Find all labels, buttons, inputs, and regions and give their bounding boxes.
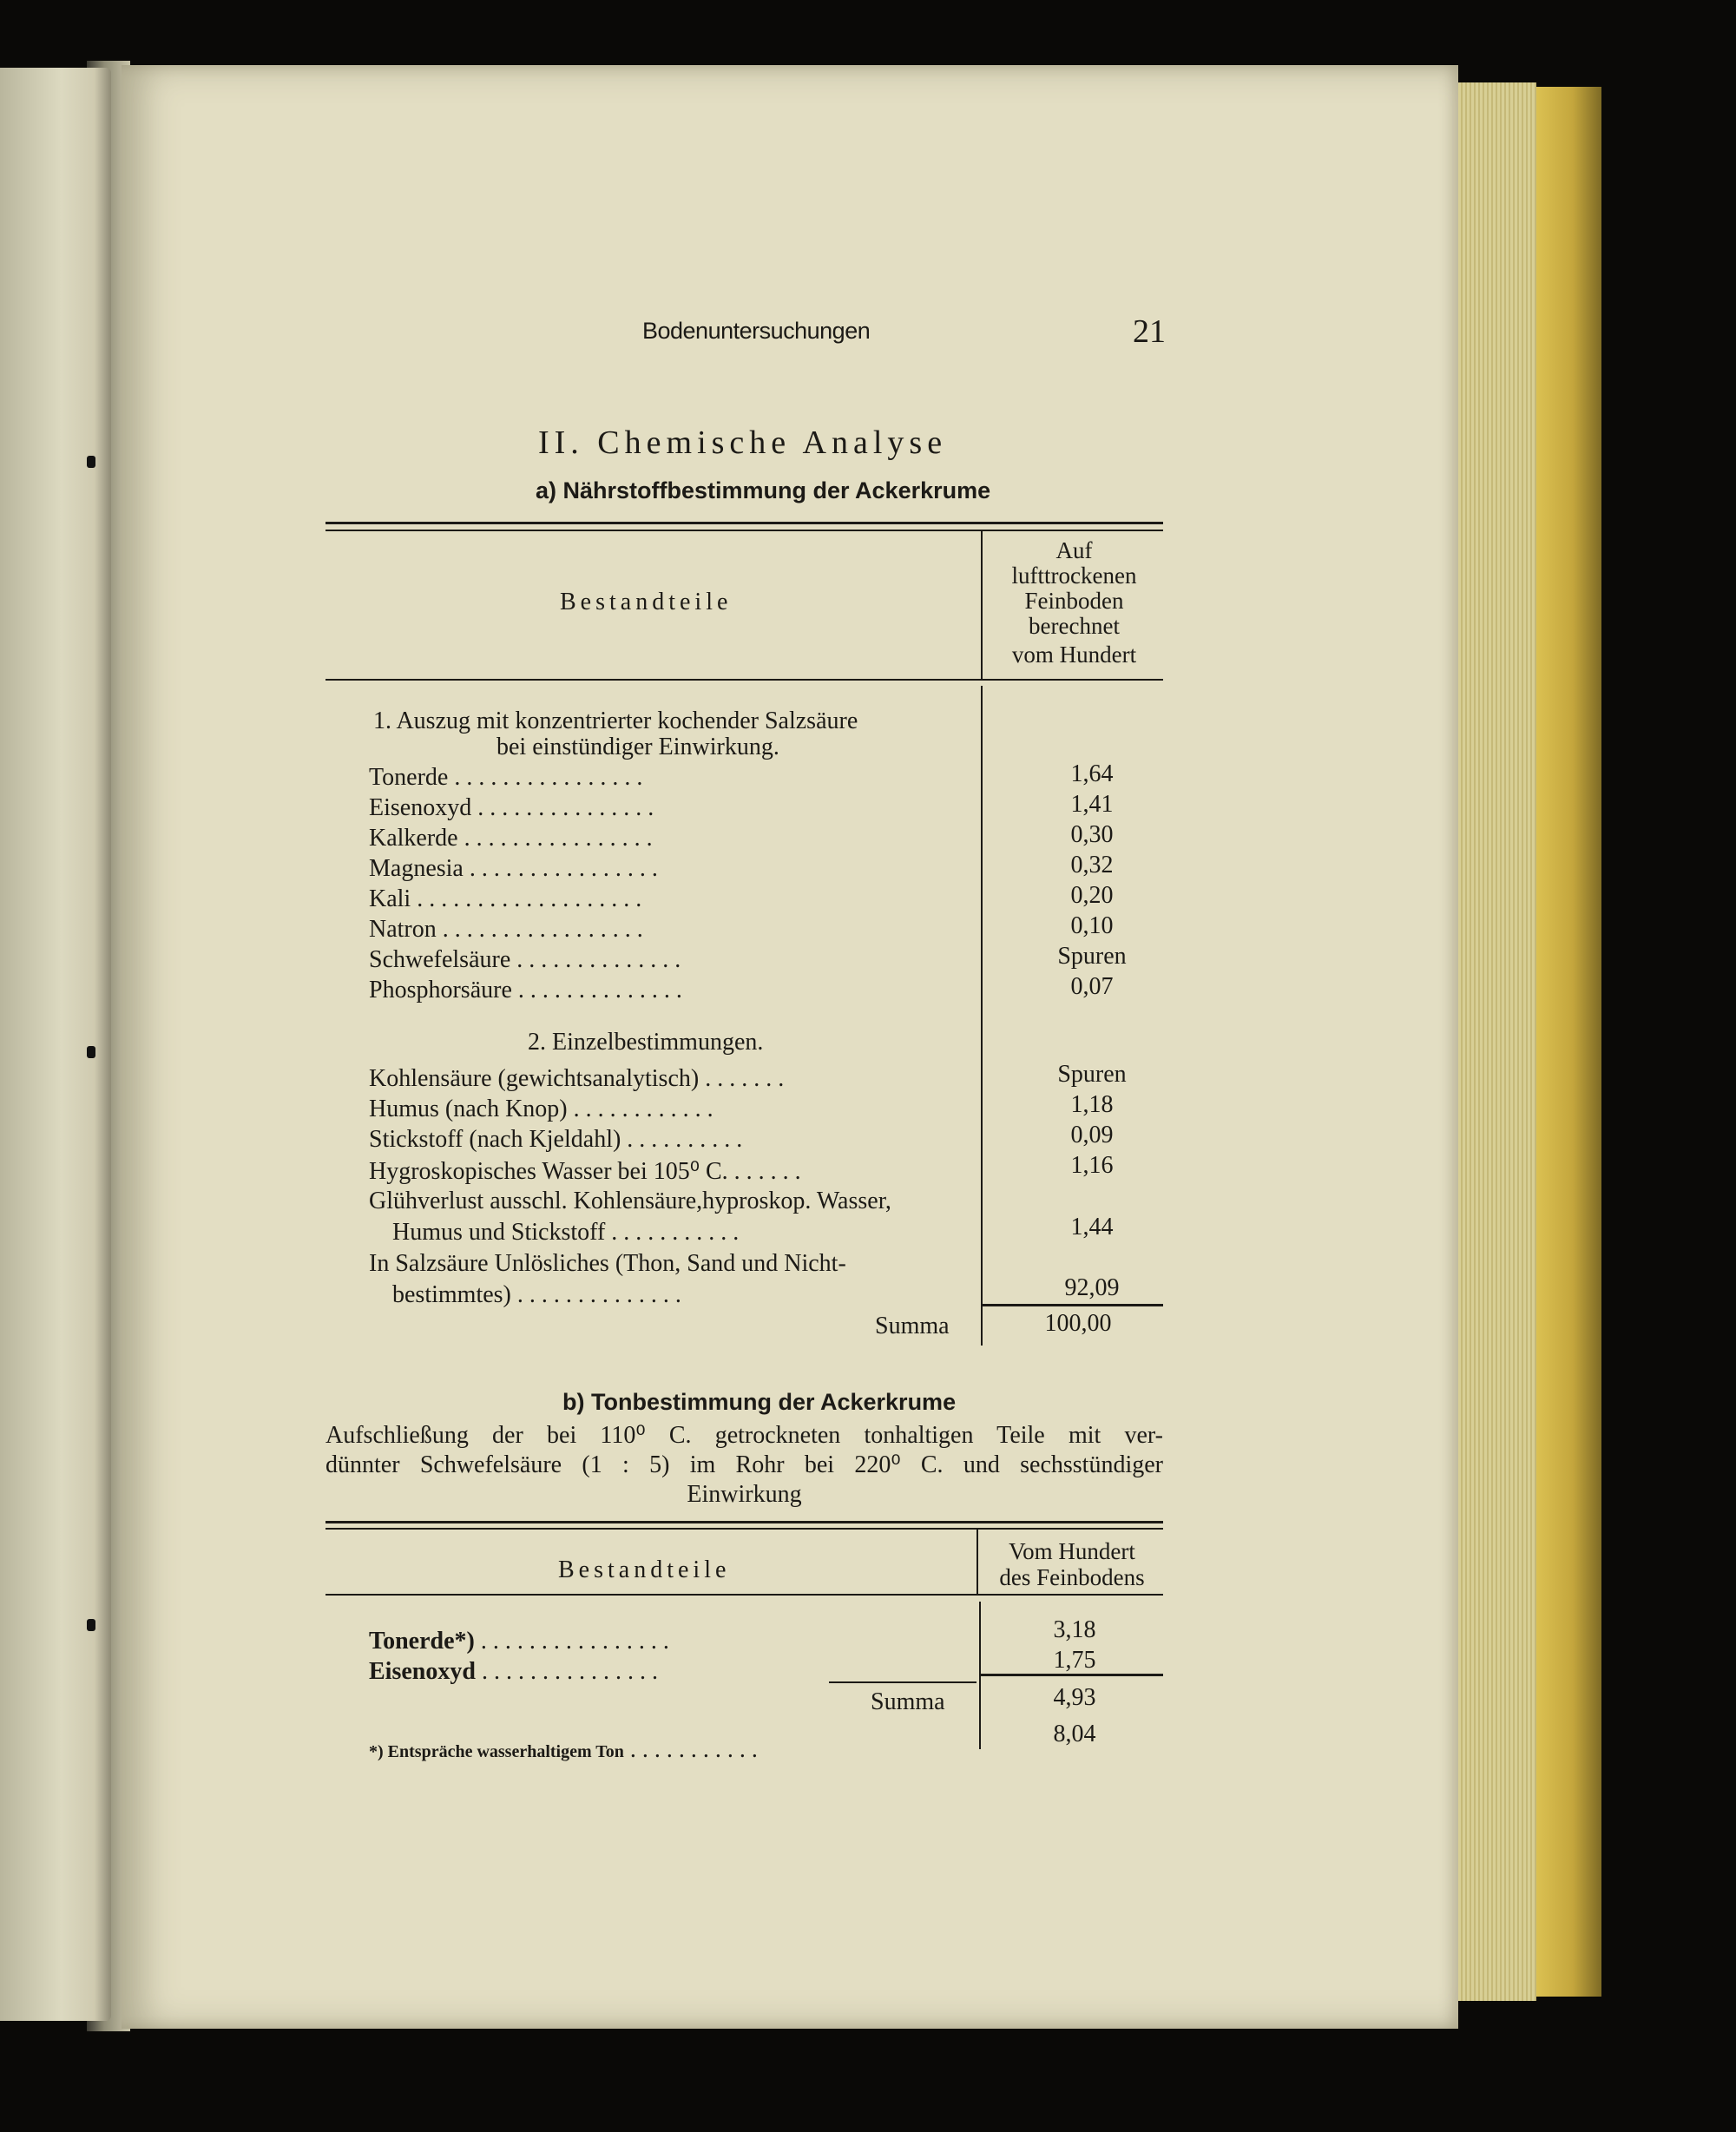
- table-b-header-rule: [326, 1594, 1163, 1596]
- row-value: 0,10: [1070, 912, 1114, 939]
- running-title: Bodenuntersuchungen: [642, 318, 871, 344]
- row-value: Spuren: [1057, 943, 1127, 970]
- row-label: Natron . . . . . . . . . . . . . . . . .: [369, 916, 643, 943]
- group1-title-line1: 1. Auszug mit konzentrierter kochender Salzsäure: [373, 707, 858, 734]
- sum-label: Summa: [875, 1313, 950, 1339]
- table-b-title: b) Tonbestimmung der Ackerkrume: [562, 1389, 957, 1415]
- row-value: Spuren: [1057, 1061, 1127, 1088]
- table-a-header-divider: [981, 531, 983, 679]
- row-label: In Salzsäure Unlösliches (Thon, Sand und Nicht-: [369, 1250, 846, 1277]
- group1-title-line2: bei einstündiger Einwirkung.: [496, 734, 779, 760]
- row-label: Glühverlust ausschl. Kohlensäure,hyproskop. Wasser,: [369, 1188, 891, 1214]
- table-a-header-rule: [326, 679, 1163, 681]
- table-a-col1-header: Bestandteile: [560, 589, 733, 615]
- row-label: Stickstoff (nach Kjeldahl) . . . . . . . . . .: [369, 1126, 743, 1153]
- table-b-sum-label: Summa: [871, 1688, 945, 1715]
- table-a-top-rule-2: [326, 530, 1163, 531]
- row-label: Humus und Stickstoff . . . . . . . . . . .: [392, 1219, 740, 1246]
- footnote-value: 8,04: [1053, 1721, 1096, 1747]
- table-a-title: a) Nährstoffbestimmung der Ackerkrume: [536, 477, 991, 503]
- row-label: Magnesia . . . . . . . . . . . . . . . .: [369, 855, 658, 882]
- row-label: Phosphorsäure . . . . . . . . . . . . . .: [369, 977, 682, 1003]
- table-b-top-rule: [326, 1521, 1163, 1523]
- row-value: 1,18: [1070, 1091, 1114, 1118]
- row-value: 1,41: [1070, 791, 1114, 818]
- row-label: Eisenoxyd . . . . . . . . . . . . . . .: [369, 1658, 658, 1685]
- table-a-top-rule: [326, 522, 1163, 524]
- row-label: Kohlensäure (gewichtsanalytisch) . . . . . . .: [369, 1065, 785, 1092]
- row-value: 0,07: [1070, 973, 1114, 1000]
- left-page-edge: [0, 68, 111, 2021]
- row-value: 1,16: [1070, 1152, 1114, 1179]
- row-label: Hygroskopisches Wasser bei 105⁰ C. . . . . . .: [369, 1158, 801, 1185]
- row-value: 0,09: [1070, 1122, 1114, 1148]
- row-label: bestimmtes) . . . . . . . . . . . . . .: [392, 1281, 681, 1308]
- row-value: 0,32: [1070, 852, 1114, 878]
- row-value: 92,09: [1064, 1274, 1120, 1301]
- table-a-col2-header: Auf lufttrockenen Feinboden berechnet vom Hundert: [1011, 537, 1137, 668]
- row-label: Schwefelsäure . . . . . . . . . . . . . .: [369, 946, 681, 973]
- binding-hole: [87, 1619, 95, 1631]
- page-number: 21: [1133, 313, 1166, 350]
- row-value: 0,30: [1070, 821, 1114, 848]
- binding-hole: [87, 456, 95, 468]
- row-label: Kali . . . . . . . . . . . . . . . . . . .: [369, 885, 642, 912]
- page-fore-edge: [1458, 82, 1536, 2001]
- table-b-description: Aufschließung der bei 110⁰ C. getrockneten tonhaltigen Teile mit ver- dünnter Schwefelsäure (1 : 5) im Rohr bei 220⁰ C. und sechsstündiger Einwirkung: [326, 1422, 1163, 1508]
- table-b-col1-header: Bestandteile: [558, 1556, 731, 1583]
- row-value: 1,44: [1070, 1214, 1114, 1240]
- row-label: Tonerde*) . . . . . . . . . . . . . . . .: [369, 1628, 669, 1655]
- row-value: 0,20: [1070, 882, 1114, 909]
- row-label: Tonerde . . . . . . . . . . . . . . . .: [369, 764, 643, 791]
- table-b-col2-header: Vom Hundert des Feinbodens: [999, 1538, 1145, 1590]
- book-page: [122, 65, 1458, 2029]
- group2-title: 2. Einzelbestimmungen.: [528, 1029, 764, 1056]
- section-title: II. Chemische Analyse: [538, 424, 948, 461]
- table-b-header-divider: [976, 1530, 978, 1594]
- row-value: 1,64: [1070, 760, 1114, 787]
- table-a-column-divider: [981, 686, 983, 1346]
- sum-value: 100,00: [1044, 1310, 1112, 1337]
- row-value: 3,18: [1053, 1616, 1096, 1643]
- footnote: *) Entspräche wasserhaltigem Ton . . . . . . . . . . .: [369, 1736, 758, 1763]
- sum-rule: [981, 1674, 1163, 1676]
- sum-rule: [983, 1304, 1163, 1306]
- row-label: Humus (nach Knop) . . . . . . . . . . . .: [369, 1096, 713, 1122]
- sum-rule-left: [829, 1681, 976, 1683]
- row-label: Kalkerde . . . . . . . . . . . . . . . .: [369, 825, 653, 852]
- row-value: 1,75: [1053, 1647, 1096, 1674]
- binding-hole: [87, 1046, 95, 1058]
- row-label: Eisenoxyd . . . . . . . . . . . . . . .: [369, 794, 654, 821]
- table-b-top-rule-2: [326, 1528, 1163, 1530]
- table-b-sum-value: 4,93: [1053, 1684, 1096, 1711]
